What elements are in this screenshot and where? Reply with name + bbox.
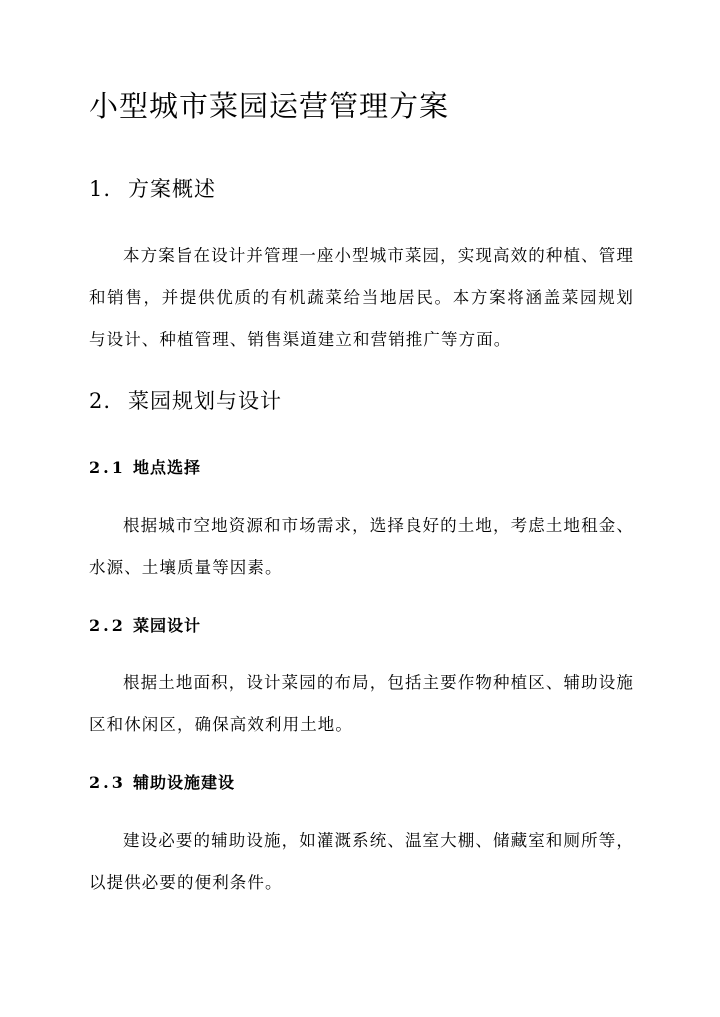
subsection-title: 地点选择 — [133, 458, 202, 477]
section-heading-overview — [89, 174, 216, 204]
section-title: 菜园规划与设计 — [128, 389, 282, 413]
subsection-title: 辅助设施建设 — [133, 773, 236, 792]
subsection-paragraph-facilities: 建设必要的辅助设施，如灌溉系统、温室大棚、储藏室和厕所等，以提供必要的便利条件。 — [89, 831, 634, 892]
subsection-title: 菜园设计 — [133, 616, 202, 635]
subsection-heading-facilities — [89, 771, 235, 795]
section-title: 方案概述 — [128, 177, 216, 201]
subsection-number: 2.2 — [89, 616, 126, 635]
section-number: 1. — [89, 177, 112, 201]
subsection-heading-garden-design — [89, 614, 201, 638]
section-heading-garden-planning — [89, 386, 282, 416]
document-title: 小型城市菜园运营管理方案 — [89, 89, 450, 123]
subsection-number: 2.1 — [89, 458, 126, 477]
section-paragraph-overview: 本方案旨在设计并管理一座小型城市菜园，实现高效的种植、管理和销售，并提供优质的有机蔬菜给当地居民。本方案将涵盖菜园规划与设计、种植管理、销售渠道建立和营销推广等方面。 — [89, 246, 634, 349]
subsection-number: 2.3 — [89, 773, 126, 792]
subsection-paragraph-garden-design: 根据土地面积，设计菜园的布局，包括主要作物种植区、辅助设施区和休闲区，确保高效利用土地。 — [89, 673, 634, 734]
section-number: 2. — [89, 389, 112, 413]
subsection-heading-site-selection — [89, 456, 201, 480]
subsection-paragraph-site-selection: 根据城市空地资源和市场需求，选择良好的土地，考虑土地租金、水源、土壤质量等因素。 — [89, 516, 634, 577]
